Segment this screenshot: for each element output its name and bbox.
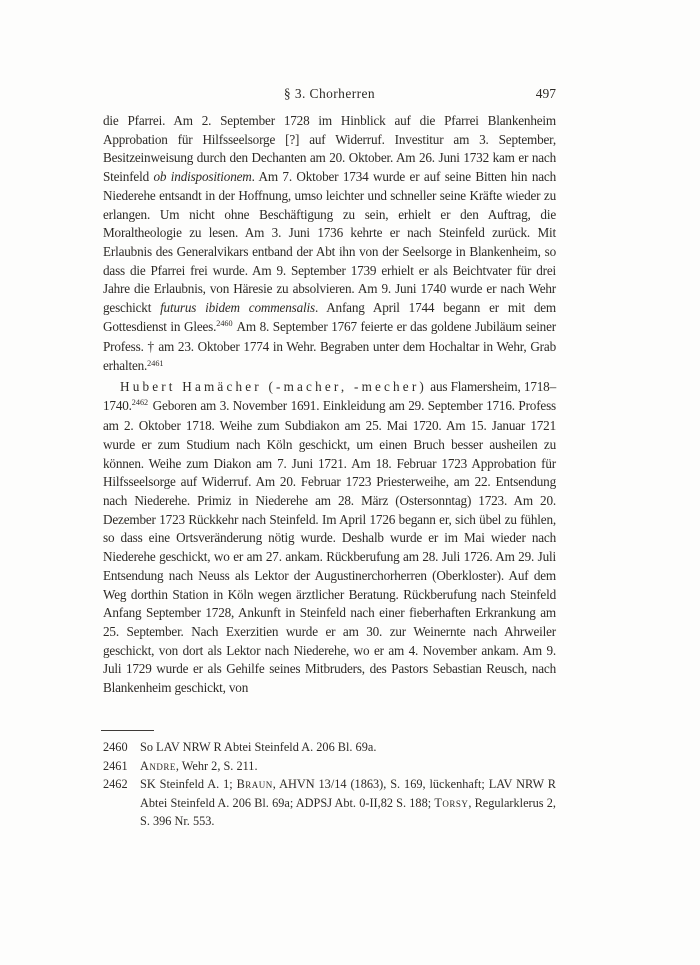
footnote-number: 2461 [103,758,128,773]
text-segment: ob indispositionem [153,169,252,185]
footnote-text [140,757,556,776]
text-segment: Braun [236,777,273,791]
text-segment: . Anfang April 1744 begann er mit dem Gottesdienst in Glees. [103,300,556,334]
footnote-item [103,775,556,831]
text-segment: Andre [140,758,176,773]
text-segment: Am 8. September 1767 feierte er das goldene Jubiläum seiner Profess. † am 23. Oktober 1774 in Wehr. Begraben unter dem Hochaltar in Wehr, Grab erhalten. [103,318,556,374]
footnote-marker: 2461 [147,358,164,368]
page-number: 497 [535,86,556,101]
text-segment: So LAV NRW R Abtei Steinfeld A. 206 Bl. 69a. [140,740,377,754]
page-header [103,86,556,104]
text-segment: SK Steinfeld A. 1; [140,777,237,791]
text-segment: die Pfarrei. Am 2. September 1728 im Hinblick auf die Pfarrei Blankenheim Approbation für Hilfsseelsorge [?] auf Widerruf. Investitur am 3. September, Besitzeinweisung durch den Dechanten am 20. Oktober. Am 26. Juni 1732 kam er nach Steinfeld [103,113,556,185]
footnote-number: 2460 [103,740,128,754]
footnote-item [103,757,556,776]
footnote-separator [101,730,154,731]
text-segment: Torsy [434,795,469,810]
footnote-item [103,738,556,757]
section-heading: § 3. Chorherren [283,86,376,101]
text-segment: . Am 7. Oktober 1734 wurde er auf seine Bitten hin nach Niederehe entsandt in der Hoffnung, umso leichter und schneller seine Kräfte wieder zu erlangen. Um nicht ohne Beschäftigung zu sein, erhielt er den Auftrag, die Moraltheologie zu lesen. Am 3. Juni 1736 kehrte er nach Steinfeld zurück. Mit Erlaubnis des Generalvikars entband der Abt ihn von der Seelsorge in Blankenheim, so dass die Pfarrei frei wurde. Am 9. September 1739 erhielt er als Beichtvater für drei Jahre die Erlaubnis, von Häresie zu absolvieren. Am 9. Juni 1740 wurde er nach Wehr geschickt [103,169,556,316]
text-segment: , Regularklerus 2, S. 396 Nr. 553. [140,795,556,828]
text-segment: futurus ibidem commensalis [160,300,315,316]
text-segment: Hubert Hamächer (-macher, -mecher) [120,378,427,394]
footnote-marker: 2462 [131,398,149,408]
footnote-number: 2462 [103,777,128,791]
text-segment: Geboren am 3. November 1691. Einkleidung am 29. September 1716. Profess am 2. Oktober 1718. Weihe zum Subdiakon am 25. Mai 1720. Am 15. Januar 1721 wurde er zum Studium nach Köln geschickt, um einen Bruch besser ausheilen zu können. Weihe zum Diakon am 7. Juni 1721. Am 18. Februar 1723 Approbation für Hilfsseelsorge auf Widerruf. Am 20. Februar 1723 Priesterweihe, am 22. Entsendung nach Niederehe. Primiz in Niederehe am 28. März (Ostersonntag) 1723. Am 20. Dezember 1723 Rückkehr nach Steinfeld. Im April 1726 begann er, sich übel zu fühlen, so dass eine Ortsveränderung nötig wurde. Deshalb wurde er im Mai wieder nach Niederehe geschickt, wo er am 27. ankam. Rückberufung am 28. Juli 1726. Am 29. Juli Entsendung nach Neuss als Lektor der Augustinerchorherren (Oberkloster). Auf dem Weg dorthin Station in Köln wegen ärztlicher Beratung. Rückberufung nach Steinfeld Anfang September 1728, Ankunft in Steinfeld nach einer fieberhaften Erkrankung am 25. September. Nach Exerzitien wurde er am 30. zur Weinernte nach Ahrweiler geschickt, von dort als Lektor nach Niederehe, wo er am 4. November ankam. Am 9. Juli 1729 wurde er als Gehilfe seines Mitbruders, des Pastors Sebastian Reusch, nach Blankenheim geschickt, von [103,397,556,696]
body-paragraph [103,378,556,698]
footnotes [103,738,556,831]
footnote-marker: 2460 [216,319,233,329]
footnote-text [140,738,556,757]
text-segment: , Wehr 2, S. 211. [175,758,258,773]
footnote-text [140,775,556,831]
text-segment: aus Flamersheim, 1718–1740. [103,378,557,413]
body-text [103,112,556,698]
body-paragraph [103,112,556,378]
text-segment: , AHVN 13/14 (1863), S. 169, lückenhaft; LAV NRW R Abtei Steinfeld A. 206 Bl. 69a; ADPSJ Abt. 0-II,82 S. 188; [140,777,556,810]
